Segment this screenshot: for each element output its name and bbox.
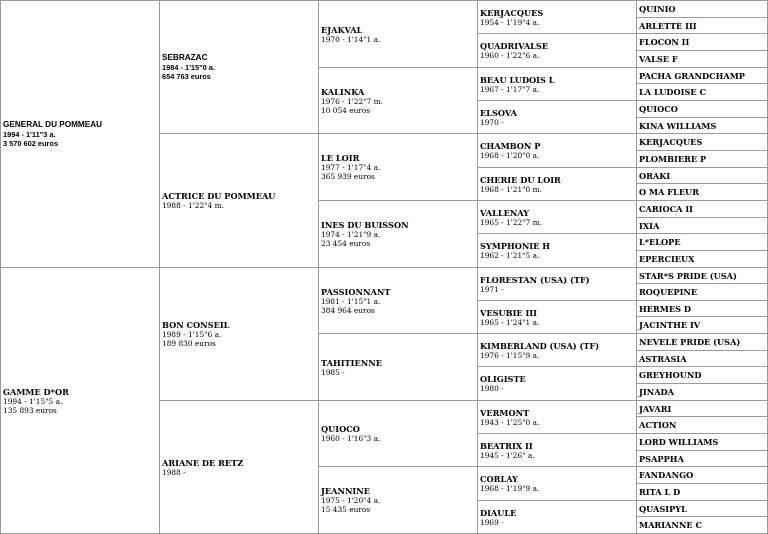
- pedigree-cell: [636, 300, 768, 317]
- pedigree-cell: [636, 433, 768, 451]
- horse-name[interactable]: EJAKVAL: [321, 24, 363, 35]
- horse-info: 1994 - 1'11"3 a.: [3, 130, 56, 139]
- pedigree-cell: [318, 133, 478, 201]
- horse-info: 1976 - 1'15"9 a.: [480, 350, 540, 360]
- horse-name[interactable]: ARIANE DE RETZ: [162, 457, 244, 468]
- horse-name[interactable]: RITA L D: [639, 487, 681, 497]
- horse-info: 1960 - 1'22"6 a.: [480, 51, 540, 60]
- horse-info: 1968 - 1'21"0 m.: [480, 184, 542, 194]
- pedigree-cell: [636, 167, 768, 184]
- pedigree-cell: [477, 466, 637, 501]
- horse-name[interactable]: BON CONSEIL: [162, 320, 230, 330]
- horse-info: 1994 - 1'15"5 a.: [3, 396, 63, 406]
- pedigree-cell: [636, 500, 768, 517]
- horse-name[interactable]: LORD WILLIAMS: [639, 437, 719, 447]
- pedigree-cell: [636, 483, 768, 501]
- pedigree-cell: [636, 33, 768, 51]
- pedigree-cell: [477, 100, 637, 134]
- horse-name[interactable]: DIAULE: [480, 507, 517, 518]
- pedigree-cell: [159, 0, 319, 134]
- horse-name[interactable]: GENERAL DU POMMEAU: [3, 120, 103, 129]
- horse-info: 1960 - 1'16"3 a.: [321, 434, 381, 443]
- horse-info: 1981 - 1'15"1 a.: [321, 296, 381, 306]
- pedigree-cell: [477, 167, 637, 201]
- horse-name[interactable]: CHERIE DU LOIR: [480, 174, 561, 185]
- pedigree-cell: [318, 333, 478, 401]
- horse-info: 135 893 euros: [3, 405, 57, 415]
- horse-info: 1988 - 1'22"4 m.: [162, 201, 224, 210]
- pedigree-cell: [636, 333, 768, 351]
- horse-name[interactable]: PSAPPHA: [639, 453, 684, 464]
- horse-name[interactable]: PLOMBIERE P: [639, 154, 707, 164]
- horse-name[interactable]: EPERCIEUX: [639, 254, 695, 264]
- horse-name[interactable]: JINADA: [639, 387, 674, 397]
- horse-info: 1974 - 1'21"9 a.: [321, 230, 381, 239]
- horse-name[interactable]: GREYHOUND: [639, 370, 702, 380]
- pedigree-cell: [636, 233, 768, 251]
- horse-name[interactable]: LA LUDOISE C: [639, 87, 706, 97]
- horse-name[interactable]: CORLAY: [480, 474, 518, 484]
- pedigree-cell: [318, 466, 478, 534]
- pedigree-cell: [636, 133, 768, 151]
- pedigree-cell: [477, 0, 637, 34]
- pedigree-cell: [477, 300, 637, 334]
- horse-name[interactable]: QUADRIVALSE: [480, 41, 549, 51]
- horse-name[interactable]: VERMONT: [480, 407, 530, 418]
- horse-name[interactable]: ROQUEPINE: [639, 287, 698, 297]
- pedigree-cell: [159, 267, 319, 401]
- horse-info: 1968 - 1'19"9 a.: [480, 484, 540, 493]
- horse-name[interactable]: QUIOCO: [321, 424, 360, 434]
- pedigree-cell: [636, 150, 768, 168]
- pedigree-cell: [318, 200, 478, 268]
- pedigree-cell: [636, 416, 768, 434]
- pedigree-cell: [0, 0, 160, 268]
- pedigree-cell: [636, 0, 768, 18]
- horse-info: 1945 - 1'26" a.: [480, 450, 535, 460]
- horse-info: 1977 - 1'17"4 a.: [321, 163, 381, 172]
- horse-info: 15 435 euros: [321, 505, 371, 514]
- pedigree-cell: [159, 400, 319, 534]
- horse-name[interactable]: NEVELE PRIDE (USA): [639, 337, 741, 347]
- horse-name[interactable]: QUASIPYL: [639, 503, 687, 514]
- horse-name[interactable]: JEANNINE: [321, 486, 370, 496]
- pedigree-cell: [636, 450, 768, 467]
- pedigree-cell: [477, 233, 637, 268]
- horse-name[interactable]: ASTRASIA: [639, 353, 687, 364]
- horse-name[interactable]: FANDANGO: [639, 470, 694, 480]
- horse-name[interactable]: INES DU BUISSON: [321, 220, 409, 230]
- pedigree-cell: [636, 466, 768, 484]
- horse-name[interactable]: PASSIONNANT: [321, 286, 391, 297]
- horse-name[interactable]: CARIOCA II: [639, 204, 694, 214]
- horse-name[interactable]: KINA WILLIAMS: [639, 120, 717, 131]
- horse-info: 1954 - 1'19"4 a.: [480, 17, 540, 27]
- horse-name[interactable]: LE LOIR: [321, 153, 360, 163]
- pedigree-cell: [636, 383, 768, 401]
- horse-info: 1976 - 1'22"7 m.: [321, 96, 383, 106]
- horse-name[interactable]: STAR*S PRIDE (USA): [639, 270, 737, 281]
- pedigree-cell: [636, 83, 768, 101]
- horse-name[interactable]: KALINKA: [321, 86, 365, 97]
- horse-info: 1988 -: [162, 467, 186, 477]
- horse-info: 189 830 euros: [162, 339, 216, 348]
- horse-name[interactable]: QUINIO: [639, 4, 676, 14]
- pedigree-cell: [477, 500, 637, 534]
- pedigree-cell: [636, 117, 768, 134]
- horse-info: 10 054 euros: [321, 105, 371, 115]
- horse-info: 1943 - 1'25"0 a.: [480, 417, 540, 427]
- horse-info: 654 763 euros: [162, 72, 211, 81]
- pedigree-cell: [318, 400, 478, 467]
- horse-name[interactable]: KERJACQUES: [480, 7, 544, 18]
- pedigree-cell: [477, 267, 637, 301]
- pedigree-cell: [636, 100, 768, 118]
- horse-info: 1967 - 1'17"7 a.: [480, 84, 540, 94]
- horse-name[interactable]: GAMME D*OR: [3, 386, 69, 397]
- horse-name[interactable]: JACINTHE IV: [639, 320, 701, 330]
- horse-info: 1989 - 1'15"6 a.: [162, 330, 222, 339]
- horse-name[interactable]: JAVARI: [639, 403, 672, 414]
- horse-name[interactable]: QUIOCO: [639, 104, 678, 114]
- horse-info: 384 964 euros: [321, 305, 375, 315]
- horse-name[interactable]: OLIGISTE: [480, 374, 526, 384]
- horse-info: 1965 - 1'24"1 a.: [480, 317, 540, 327]
- pedigree-cell: [636, 283, 768, 301]
- horse-name[interactable]: FLOCON II: [639, 37, 690, 47]
- pedigree-cell: [636, 183, 768, 201]
- pedigree-cell: [636, 67, 768, 84]
- pedigree-cell: [636, 250, 768, 268]
- pedigree-cell: [477, 200, 637, 234]
- horse-info: 1969 -: [480, 517, 504, 527]
- pedigree-cell: [636, 17, 768, 34]
- horse-name[interactable]: PACHA GRANDCHAMP: [639, 70, 745, 81]
- horse-info: 1970 - 1'14"1 a.: [321, 34, 381, 44]
- pedigree-cell: [477, 133, 637, 168]
- horse-info: 1975 - 1'20"4 a.: [321, 496, 381, 505]
- pedigree-cell: [477, 433, 637, 467]
- pedigree-cell: [159, 133, 319, 268]
- horse-name[interactable]: TAHITIENNE: [321, 357, 382, 368]
- horse-info: 1962 - 1'21"5 a.: [480, 251, 540, 260]
- horse-info: 1965 - 1'22"7 m.: [480, 217, 542, 227]
- horse-name[interactable]: CHAMBON P: [480, 141, 541, 151]
- horse-name[interactable]: BEAU LUDOIS L: [480, 74, 555, 85]
- horse-info: 1968 - 1'20"0 a.: [480, 151, 540, 160]
- pedigree-cell: [636, 366, 768, 384]
- horse-name[interactable]: ACTION: [639, 420, 677, 430]
- horse-name[interactable]: FLORESTAN (USA) (TF): [480, 274, 590, 285]
- horse-name[interactable]: VALLENAY: [480, 207, 530, 218]
- pedigree-cell: [318, 0, 478, 68]
- horse-name[interactable]: VALSE F: [639, 54, 678, 64]
- horse-info: 1985 -: [321, 367, 345, 377]
- pedigree-cell: [477, 400, 637, 434]
- horse-info: 1971 -: [480, 284, 504, 294]
- horse-name[interactable]: KIMBERLAND (USA) (TF): [480, 340, 600, 351]
- horse-info: 1970 -: [480, 117, 504, 127]
- horse-info: 365 939 euros: [321, 172, 375, 181]
- horse-name[interactable]: ELSOVA: [480, 107, 517, 118]
- horse-name[interactable]: ACTRICE DU POMMEAU: [162, 191, 276, 201]
- horse-name[interactable]: HERMES D: [639, 303, 691, 314]
- pedigree-cell: [636, 350, 768, 367]
- horse-name[interactable]: SEBRAZAC: [162, 53, 208, 62]
- pedigree-cell: [477, 33, 637, 68]
- horse-info: 1980 -: [480, 384, 504, 393]
- pedigree-cell: [318, 267, 478, 334]
- horse-name[interactable]: SYMPHONIE H: [480, 241, 550, 251]
- horse-info: 23 454 euros: [321, 239, 371, 248]
- pedigree-cell: [477, 333, 637, 367]
- horse-name[interactable]: VESUBIE III: [480, 307, 537, 318]
- horse-name[interactable]: KERJACQUES: [639, 137, 703, 147]
- pedigree-cell: [636, 267, 768, 284]
- pedigree-cell: [636, 516, 768, 534]
- pedigree-cell: [636, 200, 768, 218]
- pedigree-cell: [477, 366, 637, 401]
- horse-name[interactable]: L*ELOPE: [639, 237, 681, 247]
- pedigree-cell: [636, 217, 768, 234]
- pedigree-cell: [636, 400, 768, 417]
- pedigree-cell: [318, 67, 478, 134]
- pedigree-cell: [0, 267, 160, 534]
- horse-name[interactable]: ARLETTE III: [639, 20, 697, 31]
- pedigree-cell: [636, 50, 768, 68]
- horse-info: 1984 - 1'15"0 a.: [162, 63, 215, 72]
- horse-info: 3 570 602 euros: [3, 139, 59, 148]
- pedigree-cell: [477, 67, 637, 101]
- horse-name[interactable]: IXIA: [639, 220, 660, 231]
- horse-name[interactable]: MARIANNE C: [639, 520, 702, 530]
- pedigree-cell: [636, 316, 768, 334]
- horse-name[interactable]: BEATRIX II: [480, 440, 533, 451]
- horse-name[interactable]: ORAKI: [639, 170, 671, 181]
- horse-name[interactable]: O MA FLEUR: [639, 187, 700, 197]
